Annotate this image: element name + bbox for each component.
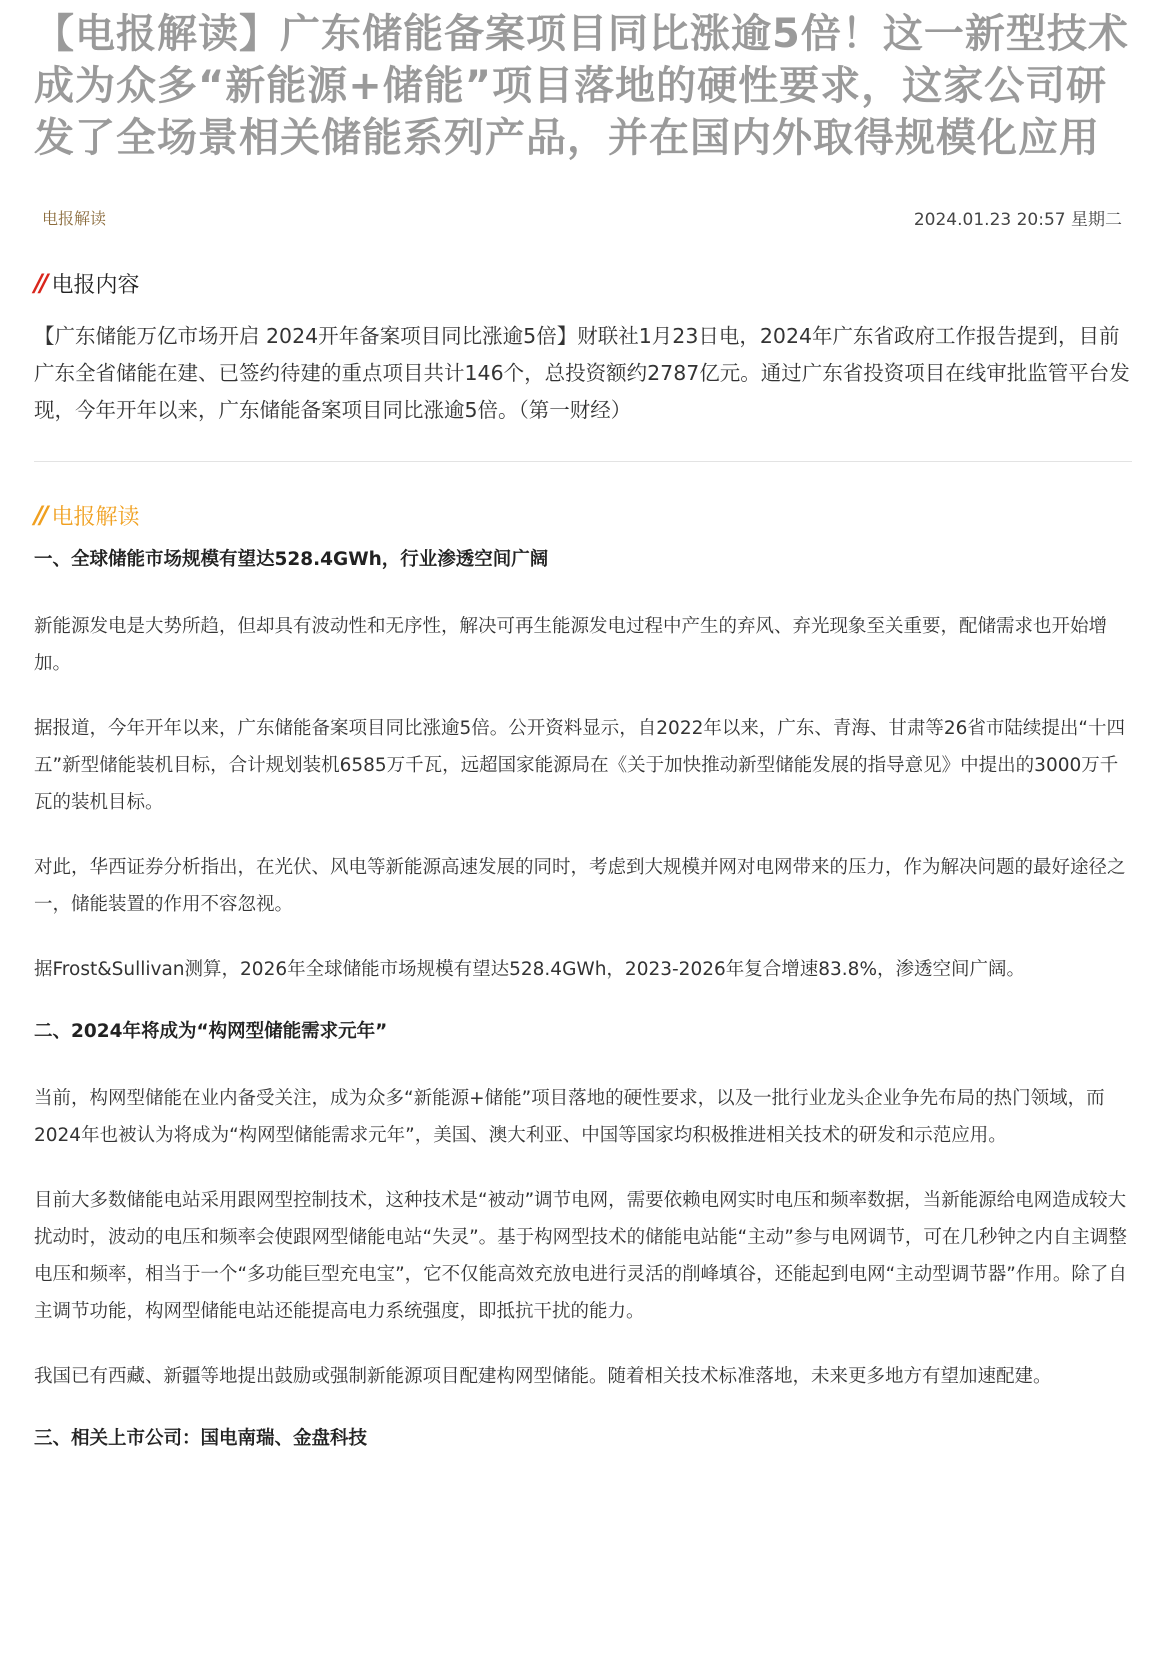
section1-paragraph-1: 新能源发电是大势所趋，但却具有波动性和无序性，解决可再生能源发电过程中产生的弃风、弃光现象至关重要，配储需求也开始增加。 xyxy=(34,616,1108,674)
double-slash-icon: // xyxy=(34,501,46,529)
double-slash-icon: // xyxy=(34,269,46,297)
section2-title: 二、2024年将成为“构网型储能需求元年” xyxy=(34,1021,388,1042)
telegram-body: 【广东储能万亿市场开启 2024开年备案项目同比涨逾5倍】财联社1月23日电，2024年广东省政府工作报告提到，目前广东全省储能在建、已签约待建的重点项目共计146个，总投资额约2787亿元。通过广东省投资项目在线审批监管平台发现，今年开年以来，广东储能备案项目同比涨逾5倍。（第一财经） xyxy=(34,324,1130,422)
publish-datetime: 2024.01.23 20:57 星期二 xyxy=(913,209,1122,230)
section3-title: 三、相关上市公司：国电南瑞、金盘科技 xyxy=(34,1428,368,1449)
section2-paragraph-3: 我国已有西藏、新疆等地提出鼓励或强制新能源项目配建构网型储能。随着相关技术标准落地，未来更多地方有望加速配建。 xyxy=(34,1366,1052,1387)
section1-paragraph-4: 据Frost&Sullivan测算，2026年全球储能市场规模有望达528.4GWh，2023-2026年复合增速83.8%，渗透空间广阔。 xyxy=(34,959,1026,980)
section1-title: 一、全球储能市场规模有望达528.4GWh，行业渗透空间广阔 xyxy=(34,549,549,570)
section2-paragraph-2: 目前大多数储能电站采用跟网型控制技术，这种技术是“被动”调节电网，需要依赖电网实时电压和频率数据，当新能源给电网造成较大扰动时，波动的电压和频率会使跟网型储能电站“失灵”。基于构网型技术的储能电站能“主动”参与电网调节，可在几秒钟之内自主调整电压和频率，相当于一个“多功能巨型充电宝”，它不仅能高效充放电进行灵活的削峰填谷，还能起到电网“主动型调节器”作用。除了自主调节功能，构网型储能电站还能提高电力系统强度，即抵抗干扰的能力。 xyxy=(34,1190,1127,1322)
section1-paragraph-3: 对此，华西证券分析指出，在光伏、风电等新能源高速发展的同时，考虑到大规模并网对电网带来的压力，作为解决问题的最好途径之一，储能装置的作用不容忽视。 xyxy=(34,857,1126,915)
section1-paragraph-2: 据报道，今年开年以来，广东储能备案项目同比涨逾5倍。公开资料显示，自2022年以来，广东、青海、甘肃等26省市陆续提出“十四五”新型储能装机目标，合计规划装机6585万千瓦，远超国家能源局在《关于加快推动新型储能发展的指导意见》中提出的3000万千瓦的装机目标。 xyxy=(34,718,1125,813)
article-title: 【电报解读】广东储能备案项目同比涨逾5倍！这一新型技术成为众多“新能源+储能”项目落地的硬性要求，这家公司研发了全场景相关储能系列产品，并在国内外取得规模化应用 xyxy=(34,11,1129,161)
article-meta xyxy=(34,202,1132,232)
analysis-heading-label: 电报解读 xyxy=(51,504,140,530)
category-tag[interactable]: 电报解读 xyxy=(42,208,107,228)
section2-paragraph-1: 当前，构网型储能在业内备受关注，成为众多“新能源+储能”项目落地的硬性要求，以及一批行业龙头企业争先布局的热门领域，而2024年也被认为将成为“构网型储能需求元年”，美国、澳大利亚、中国等国家均积极推进相关技术的研发和示范应用。 xyxy=(34,1088,1105,1146)
analysis-section-heading xyxy=(34,498,1132,532)
telegram-section-heading xyxy=(34,266,1132,300)
analysis-content xyxy=(34,544,1132,1455)
telegram-heading-label: 电报内容 xyxy=(51,272,140,298)
section-divider xyxy=(34,461,1132,462)
